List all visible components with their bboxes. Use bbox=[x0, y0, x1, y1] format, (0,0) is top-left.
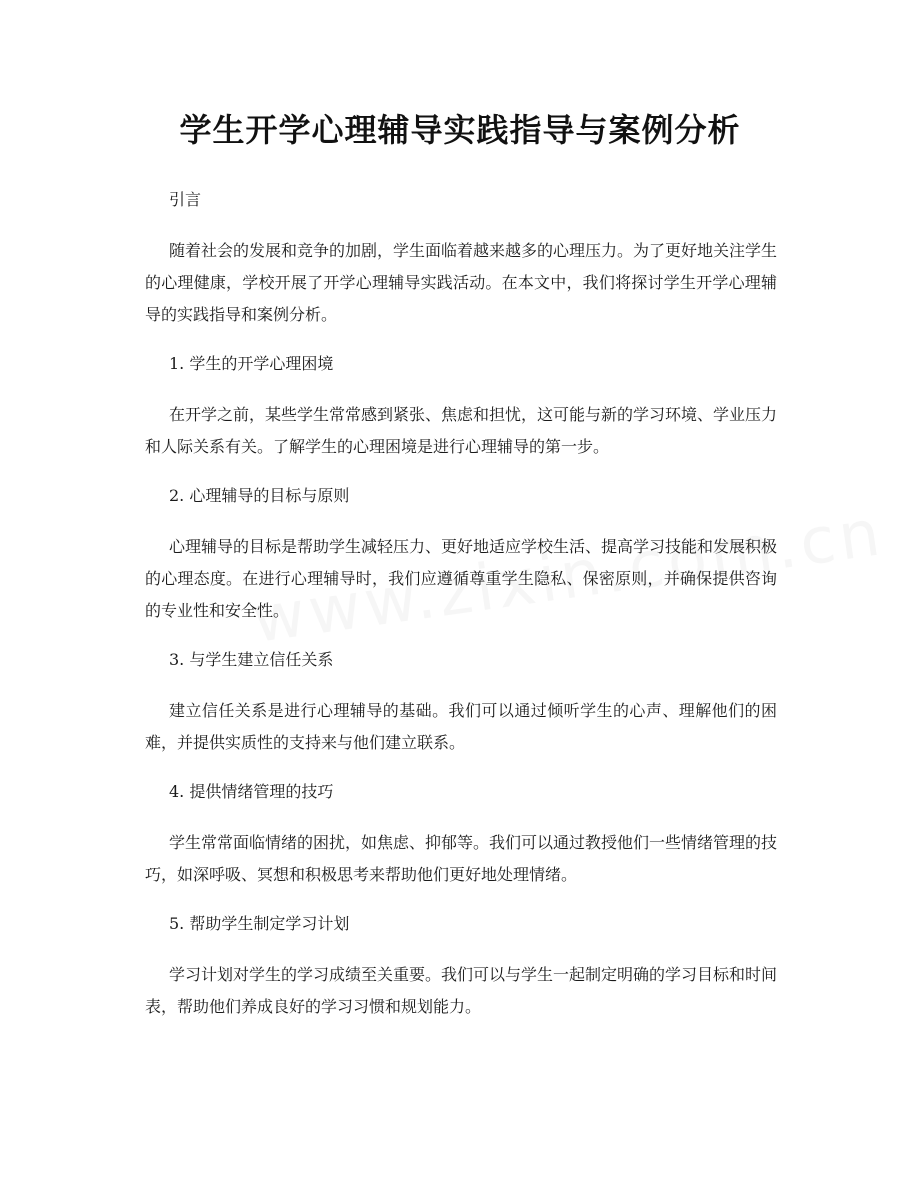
section-heading-2: 2. 心理辅导的目标与原则 bbox=[169, 486, 350, 505]
section-paragraph-2: 心理辅导的目标是帮助学生减轻压力、更好地适应学校生活、提高学习技能和发展积极的心理态度。在进行心理辅导时，我们应遵循尊重学生隐私、保密原则，并确保提供咨询的专业性和安全性。 bbox=[145, 537, 778, 620]
intro-heading: 引言 bbox=[169, 190, 202, 209]
document-body bbox=[145, 187, 777, 1023]
section-heading-4: 4. 提供情绪管理的技巧 bbox=[169, 782, 334, 801]
document-title: 学生开学心理辅导实践指导与案例分析 bbox=[179, 111, 741, 149]
intro-paragraph: 随着社会的发展和竞争的加剧，学生面临着越来越多的心理压力。为了更好地关注学生的心理健康，学校开展了开学心理辅导实践活动。在本文中，我们将探讨学生开学心理辅导的实践指导和案例分析。 bbox=[145, 241, 778, 324]
section-heading-3: 3. 与学生建立信任关系 bbox=[169, 650, 334, 669]
section-paragraph-3: 建立信任关系是进行心理辅导的基础。我们可以通过倾听学生的心声、理解他们的困难，并提供实质性的支持来与他们建立联系。 bbox=[145, 701, 777, 752]
section-paragraph-4: 学生常常面临情绪的困扰，如焦虑、抑郁等。我们可以通过教授他们一些情绪管理的技巧，如深呼吸、冥想和积极思考来帮助他们更好地处理情绪。 bbox=[145, 833, 778, 884]
section-heading-1: 1. 学生的开学心理困境 bbox=[169, 354, 334, 373]
section-paragraph-1: 在开学之前，某些学生常常感到紧张、焦虑和担忧，这可能与新的学习环境、学业压力和人际关系有关。了解学生的心理困境是进行心理辅导的第一步。 bbox=[145, 405, 778, 456]
section-paragraph-5: 学习计划对学生的学习成绩至关重要。我们可以与学生一起制定明确的学习目标和时间表，帮助他们养成良好的学习习惯和规划能力。 bbox=[145, 965, 778, 1016]
section-heading-5: 5. 帮助学生制定学习计划 bbox=[169, 914, 350, 933]
